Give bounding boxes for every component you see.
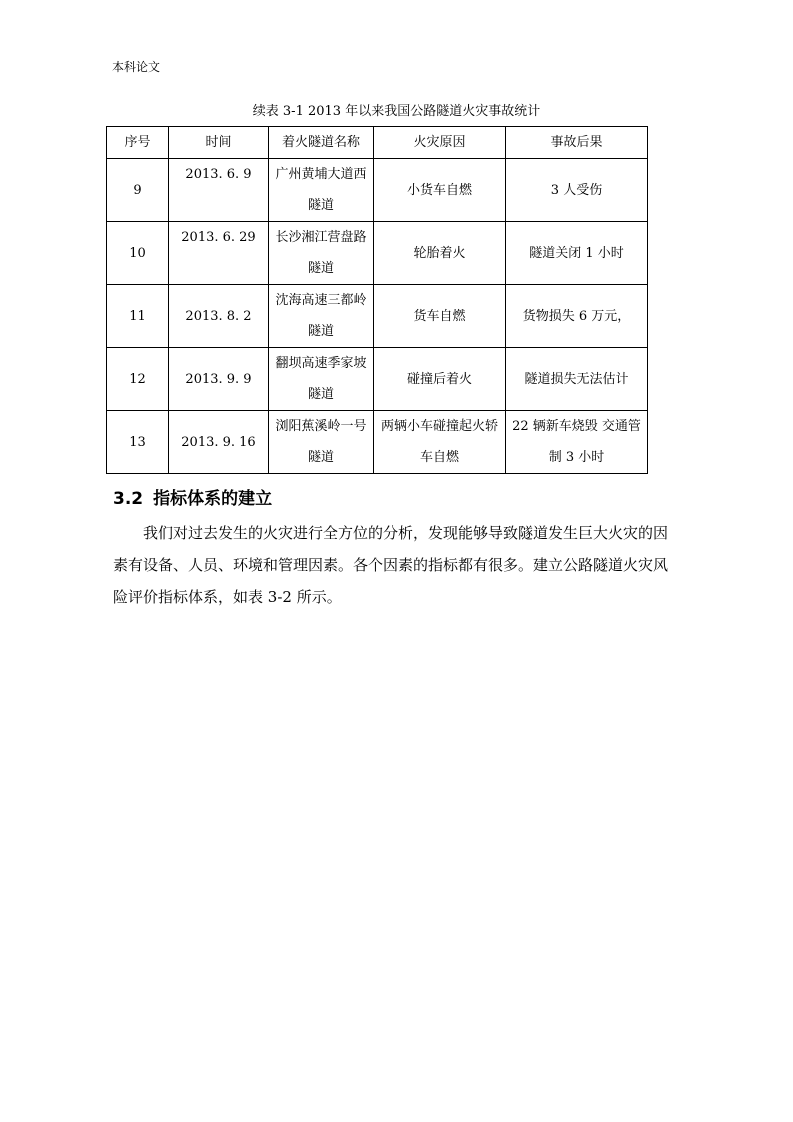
cell-no: 10: [107, 222, 169, 285]
section-number: 3.2: [113, 489, 144, 509]
cell-tunnel: 长沙湘江营盘路隧道: [269, 222, 374, 285]
cell-time: 2013. 9. 9: [169, 348, 269, 411]
cell-tunnel: 广州黄埔大道西隧道: [269, 159, 374, 222]
cell-no: 13: [107, 411, 169, 474]
cell-tunnel: 翻坝高速季家坡隧道: [269, 348, 374, 411]
cell-cause: 小货车自燃: [374, 159, 506, 222]
tunnel-fire-table: [106, 126, 648, 474]
cell-time: 2013. 6. 29: [169, 222, 269, 285]
section-title: 指标体系的建立: [153, 489, 273, 509]
table-row: [107, 411, 648, 474]
cell-cause: 两辆小车碰撞起火轿车自燃: [374, 411, 506, 474]
cell-result: 22 辆新车烧毁 交通管制 3 小时: [506, 411, 648, 474]
page-header: 本科论文: [112, 60, 161, 74]
cell-time: 2013. 8. 2: [169, 285, 269, 348]
table-row: [107, 285, 648, 348]
section-heading: [113, 484, 272, 509]
cell-no: 12: [107, 348, 169, 411]
table-row: [107, 159, 648, 222]
cell-tunnel: 浏阳蕉溪岭一号隧道: [269, 411, 374, 474]
cell-result: 隧道损失无法估计: [506, 348, 648, 411]
column-header-no: 序号: [107, 127, 169, 159]
cell-time: 2013. 6. 9: [169, 159, 269, 222]
cell-result: 3 人受伤: [506, 159, 648, 222]
cell-no: 11: [107, 285, 169, 348]
cell-time: 2013. 9. 16: [169, 411, 269, 474]
cell-result: 货物损失 6 万元，: [506, 285, 648, 348]
body-paragraph: 我们对过去发生的火灾进行全方位的分析，发现能够导致隧道发生巨大火灾的因素有设备、人员、环境和管理因素。各个因素的指标都有很多。建立公路隧道火灾风险评价指标体系，如表 3-2 所示。: [113, 524, 669, 606]
table-header-row: [107, 127, 648, 159]
cell-no: 9: [107, 159, 169, 222]
column-header-result: 事故后果: [506, 127, 648, 159]
column-header-cause: 火灾原因: [374, 127, 506, 159]
column-header-tunnel: 着火隧道名称: [269, 127, 374, 159]
cell-cause: 货车自燃: [374, 285, 506, 348]
table-caption: 续表 3-1 2013 年以来我国公路隧道火灾事故统计: [252, 104, 541, 119]
cell-cause: 轮胎着火: [374, 222, 506, 285]
table-row: [107, 222, 648, 285]
cell-tunnel: 沈海高速三都岭隧道: [269, 285, 374, 348]
column-header-time: 时间: [169, 127, 269, 159]
table-row: [107, 348, 648, 411]
cell-cause: 碰撞后着火: [374, 348, 506, 411]
cell-result: 隧道关闭 1 小时: [506, 222, 648, 285]
